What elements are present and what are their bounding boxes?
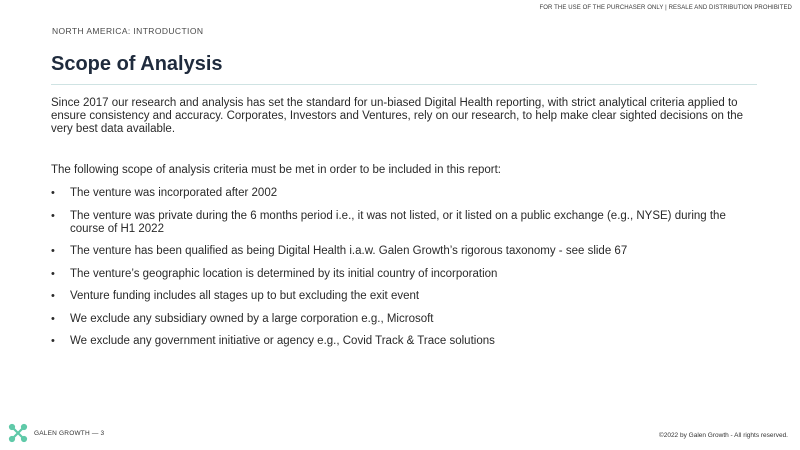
criteria-item — [51, 187, 757, 200]
footer-copyright: ©2022 by Galen Growth - All rights reserved. — [658, 432, 788, 439]
galen-growth-logo-icon — [8, 423, 28, 443]
criteria-lead-text: The following scope of analysis criteria must be met in order to be included in this report: — [51, 164, 501, 176]
section-label: NORTH AMERICA: INTRODUCTION — [52, 26, 204, 36]
footer-brand-page: GALEN GROWTH — 3 — [34, 429, 105, 437]
criteria-item — [51, 313, 757, 326]
criteria-item-text: We exclude any subsidiary owned by a large corporation e.g., Microsoft — [70, 312, 434, 325]
bullet-icon: • — [51, 187, 55, 199]
criteria-item — [51, 335, 757, 348]
page-title: Scope of Analysis — [51, 53, 223, 75]
criteria-item-text: The venture has been qualified as being Digital Health i.a.w. Galen Growth’s rigorous taxonomy - see slide 67 — [70, 245, 628, 257]
footer-brand-block — [8, 423, 104, 443]
bullet-icon: • — [51, 290, 55, 302]
bullet-icon: • — [51, 312, 55, 325]
criteria-item — [51, 268, 757, 281]
criteria-item-text: The venture was private during the 6 months period i.e., it was not listed, or it listed on a public exchange (e.g., NYSE) during the course of H1 2022 — [70, 209, 726, 235]
title-divider — [51, 84, 757, 85]
bullet-icon: • — [51, 245, 55, 257]
criteria-item-text: We exclude any government initiative or agency e.g., Covid Track & Trace solutions — [70, 335, 495, 347]
criteria-item-text: The venture was incorporated after 2002 — [70, 187, 278, 199]
distribution-notice: FOR THE USE OF THE PURCHASER ONLY | RESALE AND DISTRIBUTION PROHIBITED — [539, 5, 792, 11]
intro-paragraph: Since 2017 our research and analysis has set the standard for un-biased Digital Health reporting, with strict analytical criteria applied to ensure consistency and accuracy. Corporates, Investors and Ventures, rely on our research, to help make clear sighted decisions on the very best data available. — [51, 97, 744, 135]
bullet-icon: • — [51, 209, 55, 222]
bullet-icon: • — [51, 335, 55, 347]
criteria-item — [51, 290, 757, 303]
criteria-item-text: The venture’s geographic location is determined by its initial country of incorporation — [70, 267, 498, 280]
bullet-icon: • — [51, 267, 55, 280]
criteria-item — [51, 210, 757, 236]
criteria-item-text: Venture funding includes all stages up to but excluding the exit event — [70, 290, 420, 302]
criteria-item — [51, 245, 757, 258]
criteria-list — [51, 187, 757, 358]
